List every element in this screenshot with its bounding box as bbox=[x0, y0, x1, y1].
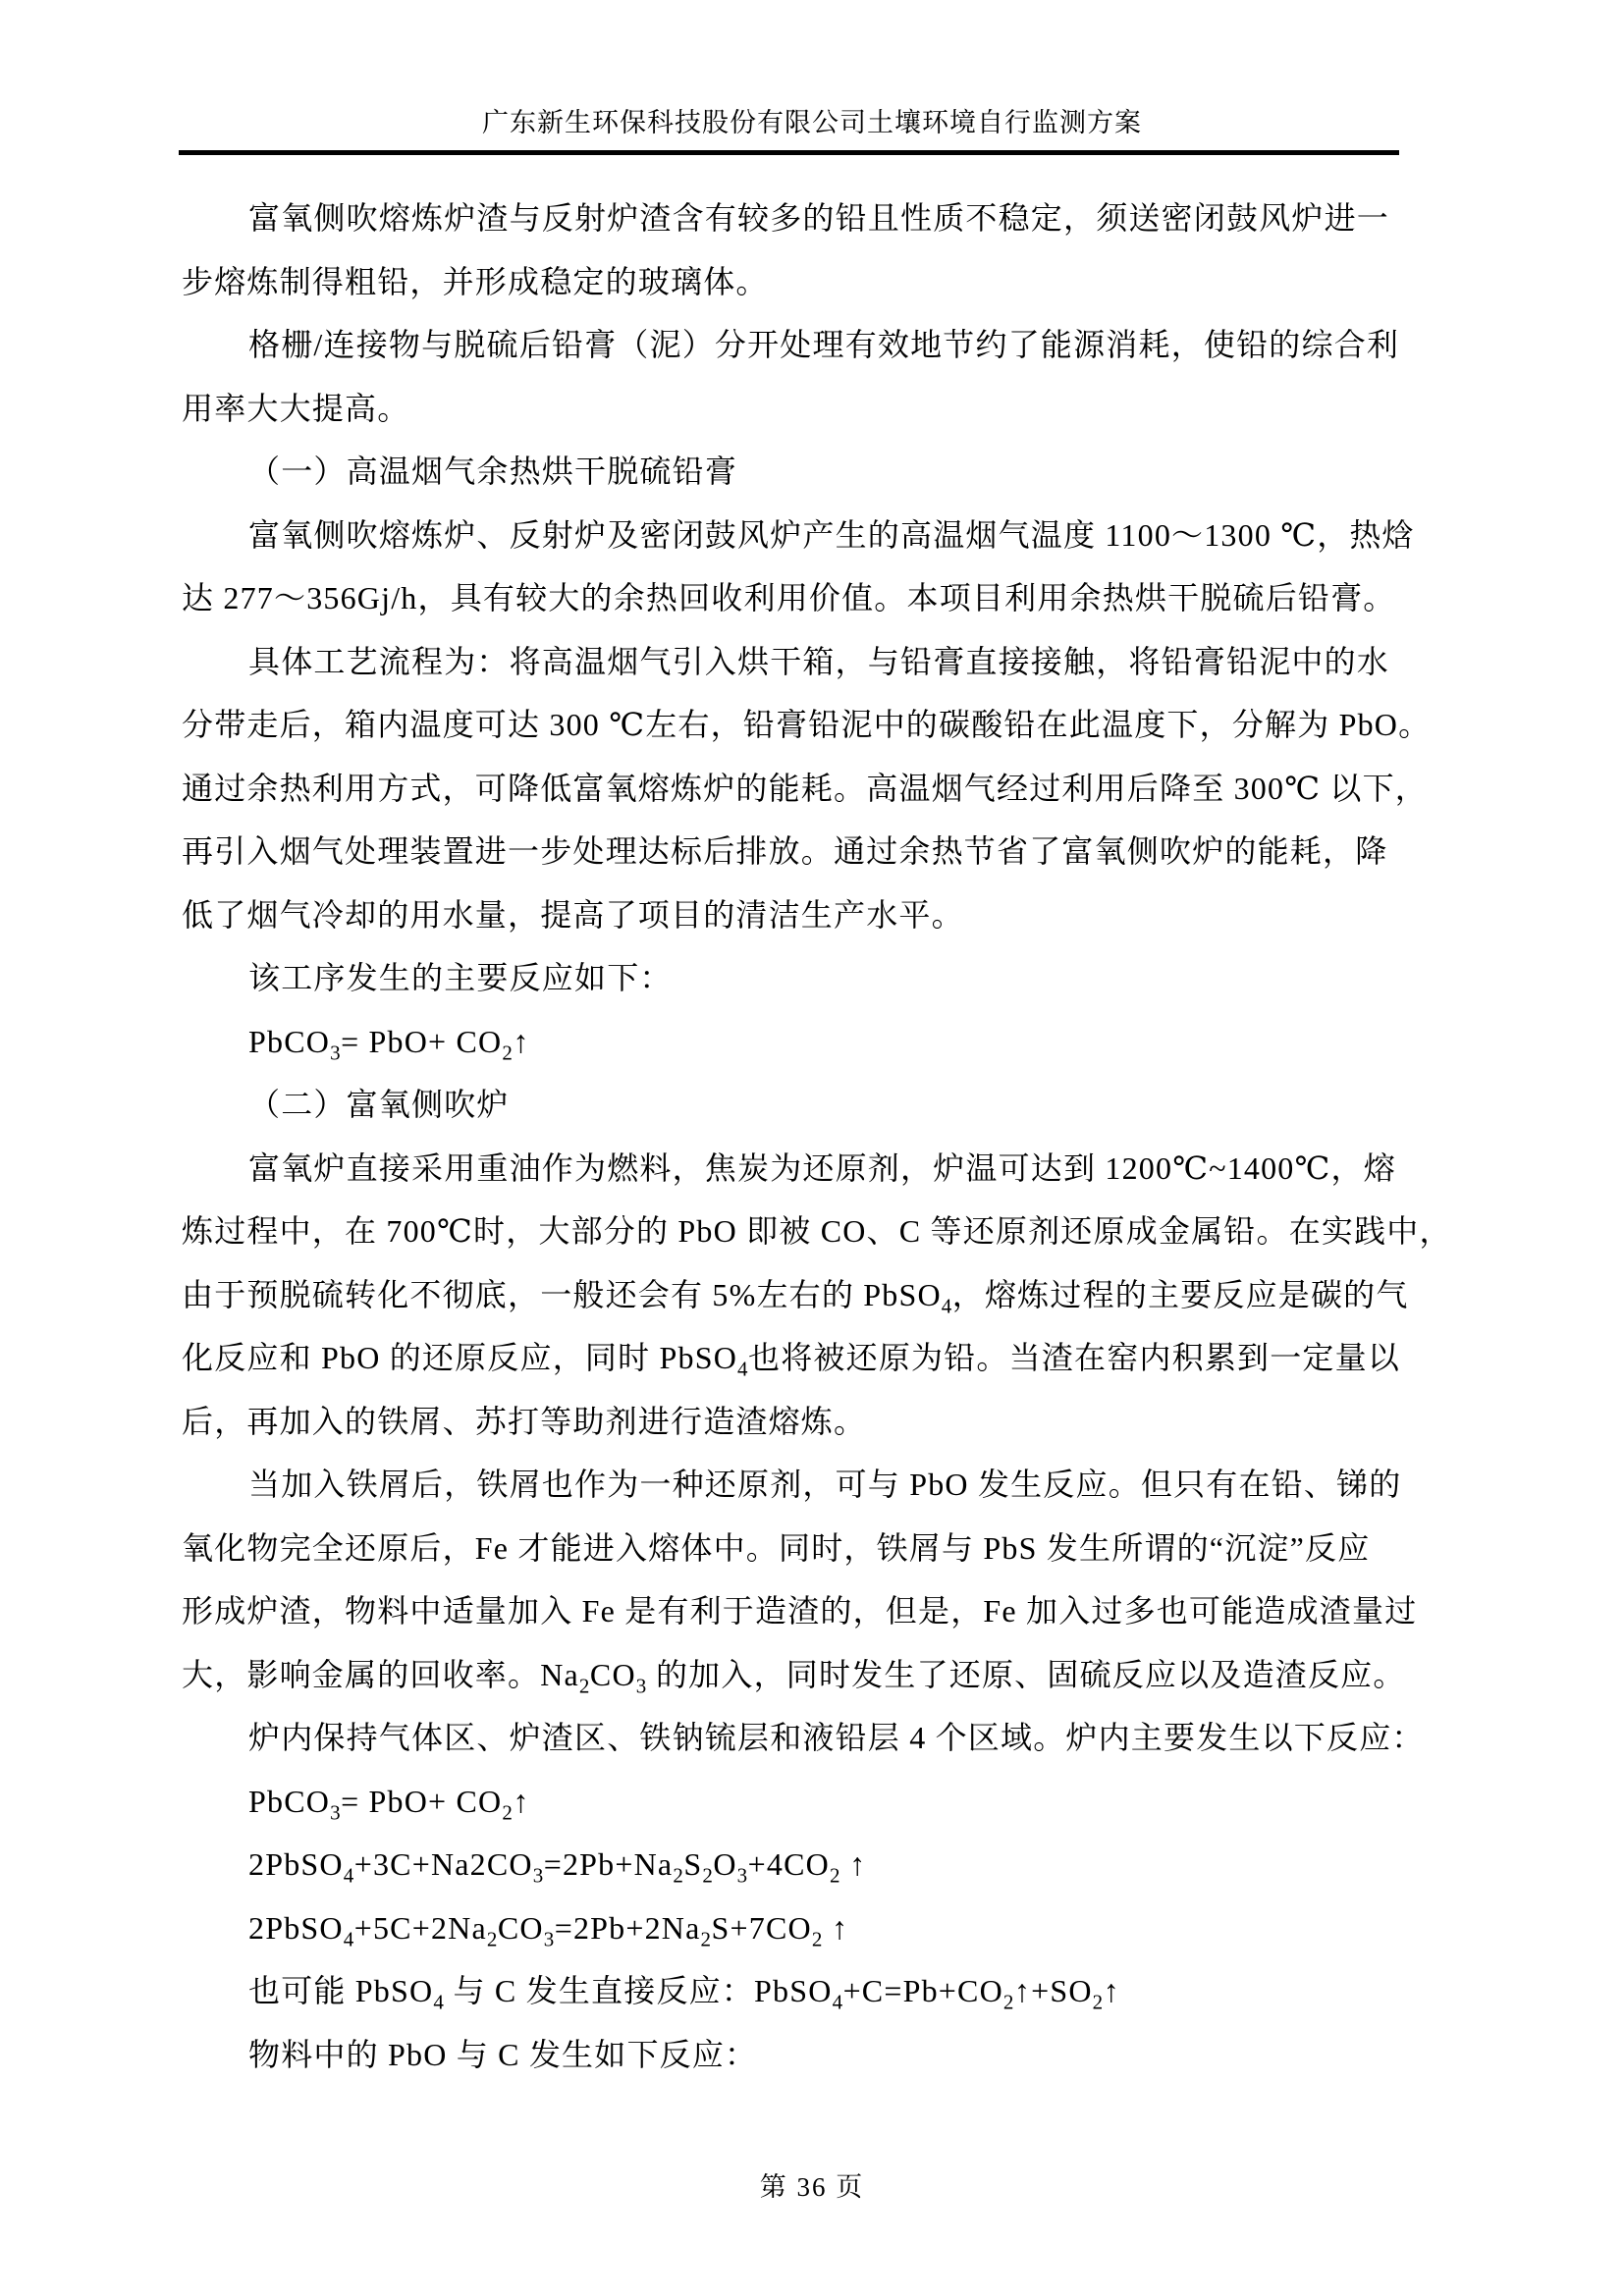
equation-line bbox=[182, 1010, 1399, 1074]
subscript: 2 bbox=[702, 1863, 714, 1888]
text-line: 具体工艺流程为：将高温烟气引入烘干箱，与铅膏直接接触，将铅膏铅泥中的水 bbox=[248, 643, 1390, 679]
equation-line bbox=[182, 1833, 1399, 1896]
page-footer bbox=[0, 2165, 1624, 2204]
text-line: 格栅/连接物与脱硫后铅膏（泥）分开处理有效地节约了能源消耗，使铅的综合利 bbox=[248, 327, 1400, 362]
text-line: 富氧侧吹熔炼炉渣与反射炉渣含有较多的铅且性质不稳定，须送密闭鼓风炉进一 bbox=[248, 200, 1390, 236]
subscript: 3 bbox=[543, 1926, 555, 1950]
text-line: 用率大大提高。 bbox=[182, 390, 410, 426]
subscript: 3 bbox=[330, 1799, 342, 1824]
text-segment: +4CO bbox=[747, 1846, 830, 1882]
text-line: 当加入铁屑后，铁屑也作为一种还原剂，可与 PbO 发生反应。但只有在铅、锑的 bbox=[248, 1467, 1402, 1502]
text-line: 达 277～356Gj/h，具有较大的余热回收利用价值。本项目利用余热烘干脱硫后铅膏。 bbox=[182, 580, 1396, 615]
text-segment: 大，影响金属的回收率。Na bbox=[182, 1656, 579, 1692]
text-segment: 的加入，同时发生了还原、固硫反应以及造渣反应。 bbox=[646, 1656, 1406, 1692]
text-line: （一）高温烟气余热烘干脱硫铅膏 bbox=[248, 454, 738, 489]
subscript: 4 bbox=[433, 1990, 445, 2014]
subscript: 2 bbox=[486, 1926, 498, 1950]
text-segment: ↑ bbox=[839, 1846, 867, 1882]
text-line: 炼过程中，在 700℃时，大部分的 PbO 即被 CO、C 等还原剂还原成金属铅。在实践中， bbox=[182, 1213, 1452, 1249]
text-line: 低了烟气冷却的用水量，提高了项目的清洁生产水平。 bbox=[182, 896, 964, 933]
text-segment: =2Pb+Na bbox=[543, 1846, 674, 1882]
text-line bbox=[182, 1643, 1406, 1707]
subscript: 4 bbox=[343, 1863, 354, 1888]
subscript: 4 bbox=[343, 1926, 354, 1950]
text-segment: 也将被还原为铅。当渣在窑内积累到一定量以 bbox=[748, 1340, 1401, 1375]
text-line: 步熔炼制得粗铅，并形成稳定的玻璃体。 bbox=[182, 263, 769, 299]
text-segment: CO bbox=[589, 1656, 636, 1692]
text-segment: +C=Pb+CO bbox=[842, 1973, 1003, 2008]
subscript: 3 bbox=[736, 1863, 748, 1888]
text-line: 通过余热利用方式，可降低富氧熔炼炉的能耗。高温烟气经过利用后降至 300℃ 以下， bbox=[182, 770, 1428, 806]
text-segment: 2PbSO bbox=[248, 1846, 344, 1882]
subscript: 2 bbox=[811, 1926, 823, 1950]
text-line: 形成炉渣，物料中适量加入 Fe 是有利于造渣的，但是，Fe 加入过多也可能造成渣量过 bbox=[182, 1593, 1418, 1629]
text-line: 氧化物完全还原后，Fe 才能进入熔体中。同时，铁屑与 PbS 发生所谓的“沉淀”反应 bbox=[182, 1529, 1371, 1566]
subscript: 4 bbox=[941, 1293, 952, 1317]
text-segment: ↑ bbox=[1103, 1973, 1120, 2008]
subscript: 4 bbox=[737, 1357, 749, 1381]
text-segment: = PbO+ CO bbox=[341, 1023, 503, 1059]
subscript: 3 bbox=[330, 1040, 342, 1064]
text-segment: PbCO bbox=[248, 1023, 331, 1059]
text-line: 分带走后，箱内温度可达 300 ℃左右，铅膏铅泥中的碳酸铅在此温度下，分解为 PbO。 bbox=[182, 707, 1432, 742]
text-line: 再引入烟气处理装置进一步处理达标后排放。通过余热节省了富氧侧吹炉的能耗，降 bbox=[182, 833, 1388, 869]
text-segment: 2PbSO bbox=[248, 1909, 344, 1946]
text-line bbox=[182, 1263, 1409, 1327]
header-title: 广东新生环保科技股份有限公司土壤环境自行监测方案 bbox=[482, 108, 1142, 137]
text-line: 富氧侧吹熔炼炉、反射炉及密闭鼓风炉产生的高温烟气温度 1100～1300 ℃，热焓 bbox=[248, 516, 1415, 553]
subscript: 2 bbox=[1002, 1990, 1014, 2014]
header-rule bbox=[179, 150, 1399, 155]
document-body bbox=[182, 187, 1452, 2086]
subscript: 2 bbox=[1092, 1990, 1104, 2014]
subscript: 3 bbox=[532, 1863, 544, 1888]
subscript: 4 bbox=[832, 1990, 843, 2014]
subscript: 3 bbox=[635, 1673, 647, 1697]
text-line: 该工序发生的主要反应如下： bbox=[248, 960, 673, 995]
subscript: 2 bbox=[502, 1799, 514, 1824]
text-line: 富氧炉直接采用重油作为燃料，焦炭为还原剂，炉温可达到 1200℃~1400℃，熔 bbox=[248, 1149, 1396, 1186]
text-segment: S+7CO bbox=[711, 1909, 812, 1946]
text-segment: ↑ bbox=[513, 1783, 530, 1819]
text-segment: ↑ bbox=[822, 1909, 849, 1946]
subscript: 2 bbox=[502, 1040, 514, 1064]
text-segment: 由于预脱硫转化不彻底，一般还会有 5%左右的 PbSO bbox=[182, 1276, 942, 1312]
text-segment: +3C+Na2CO bbox=[353, 1846, 533, 1882]
text-segment: CO bbox=[497, 1909, 544, 1946]
text-segment: ↑ bbox=[513, 1023, 530, 1059]
subscript: 2 bbox=[578, 1673, 590, 1697]
text-segment: ，熔炼过程的主要反应是碳的气 bbox=[951, 1276, 1409, 1312]
page-number: 第 36 页 bbox=[759, 2172, 865, 2202]
text-line: 后，再加入的铁屑、苏打等助剂进行造渣熔炼。 bbox=[182, 1403, 867, 1439]
subscript: 2 bbox=[673, 1863, 684, 1888]
text-line: 炉内保持气体区、炉渣区、铁钠锍层和液铅层 4 个区域。炉内主要发生以下反应： bbox=[248, 1720, 1425, 1755]
text-segment: 化反应和 PbO 的还原反应，同时 PbSO bbox=[182, 1340, 738, 1375]
text-line: 物料中的 PbO 与 C 发生如下反应： bbox=[248, 2036, 758, 2072]
text-segment: S bbox=[683, 1846, 703, 1882]
text-segment: =2Pb+2Na bbox=[554, 1909, 701, 1946]
text-segment: +5C+2Na bbox=[353, 1909, 487, 1946]
text-line bbox=[182, 1959, 1399, 2023]
text-segment: PbCO bbox=[248, 1783, 331, 1819]
equation-line bbox=[182, 1896, 1399, 1960]
text-segment: O bbox=[713, 1846, 737, 1882]
text-segment: 与 C 发生直接反应：PbSO bbox=[444, 1973, 833, 2008]
subscript: 2 bbox=[829, 1863, 840, 1888]
text-segment: ↑+SO bbox=[1013, 1973, 1093, 2008]
equation-line bbox=[182, 1770, 1399, 1834]
text-line: （二）富氧侧吹炉 bbox=[248, 1087, 510, 1122]
text-line bbox=[182, 1326, 1399, 1390]
text-segment: = PbO+ CO bbox=[341, 1783, 503, 1819]
subscript: 2 bbox=[700, 1926, 712, 1950]
text-segment: 也可能 PbSO bbox=[248, 1973, 434, 2008]
page-header bbox=[0, 0, 1624, 155]
